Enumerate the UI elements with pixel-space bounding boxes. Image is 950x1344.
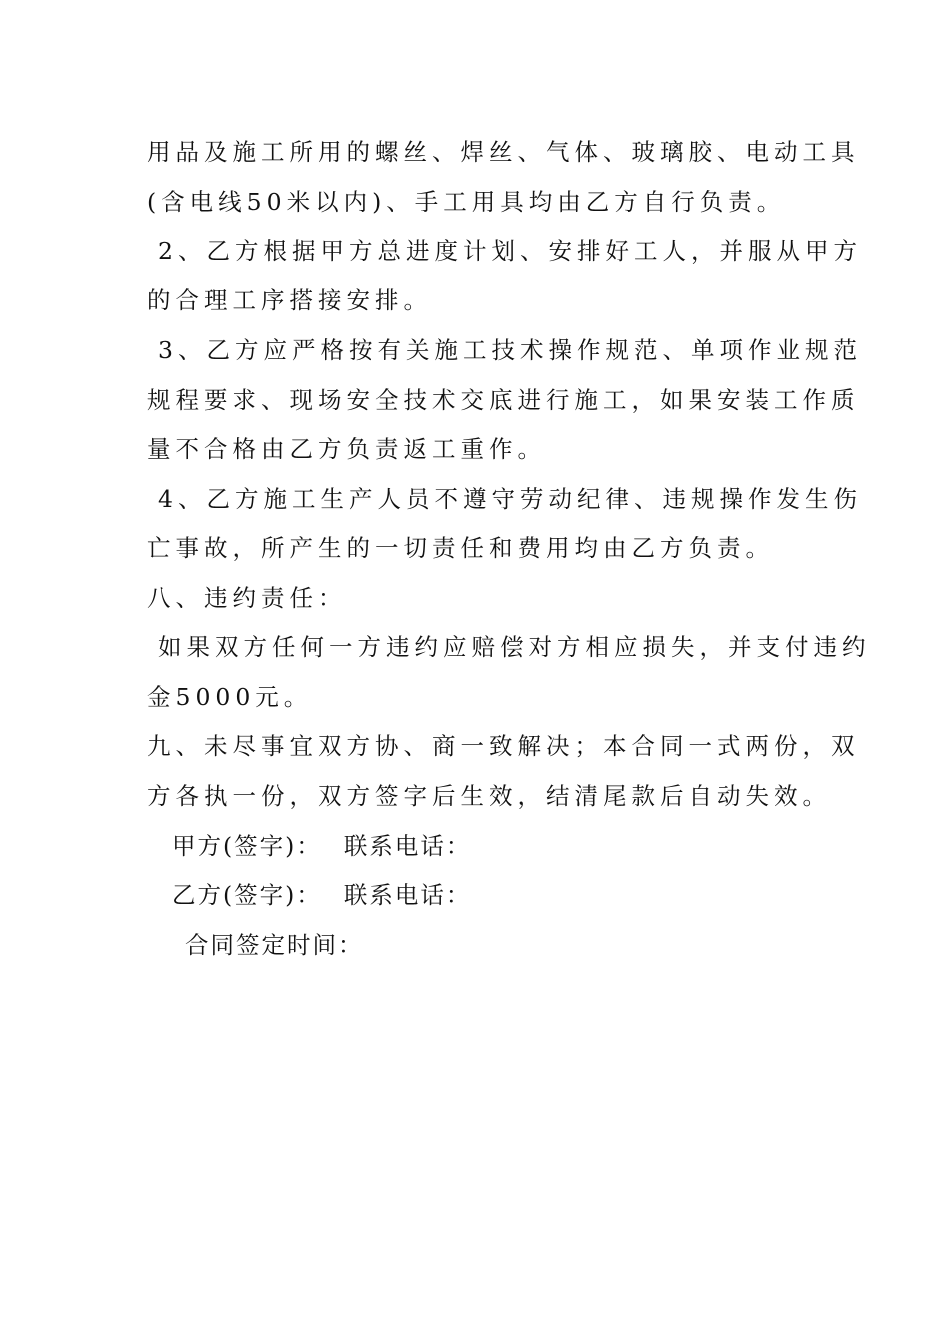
contract-text-line: 方各执一份，双方签字后生效，结清尾款后自动失效。 — [147, 782, 831, 810]
clause-4: 4、乙方施工生产人员不遵守劳动纪律、违规操作发生伤 — [158, 485, 862, 513]
contract-text-line: (含电线50米以内)、手工用具均由乙方自行负责。 — [147, 188, 786, 216]
clause-3: 3、乙方应严格按有关施工技术操作规范、单项作业规范 — [158, 336, 862, 364]
contract-text-line: 金5000元。 — [147, 683, 313, 711]
section-heading-misc: 九、未尽事宜双方协、商一致解决；本合同一式两份，双 — [147, 732, 860, 760]
party-a-signature-label: 甲方(签字)： — [172, 832, 322, 860]
contract-text-line: 亡事故，所产生的一切责任和费用均由乙方负责。 — [147, 534, 774, 562]
party-b-phone-label: 联系电话： — [343, 881, 472, 909]
contract-text-line: 量不合格由乙方负责返工重作。 — [147, 435, 546, 463]
contract-text-line: 用品及施工所用的螺丝、焊丝、气体、玻璃胶、电动工具 — [147, 138, 860, 166]
party-b-signature-label: 乙方(签字)： — [172, 881, 322, 909]
contract-date-label: 合同签定时间： — [185, 931, 364, 959]
party-a-phone-label: 联系电话： — [343, 832, 472, 860]
breach-clause: 如果双方任何一方违约应赔偿对方相应损失，并支付违约 — [158, 633, 871, 661]
signature-row-party-b — [172, 880, 842, 910]
contract-text-line: 规程要求、现场安全技术交底进行施工，如果安装工作质 — [147, 386, 860, 414]
clause-2: 2、乙方根据甲方总进度计划、安排好工人，并服从甲方 — [158, 237, 862, 265]
contract-text-line: 的合理工序搭接安排。 — [147, 286, 432, 314]
section-heading-breach: 八、违约责任： — [147, 584, 347, 612]
signature-row-party-a — [172, 831, 842, 861]
